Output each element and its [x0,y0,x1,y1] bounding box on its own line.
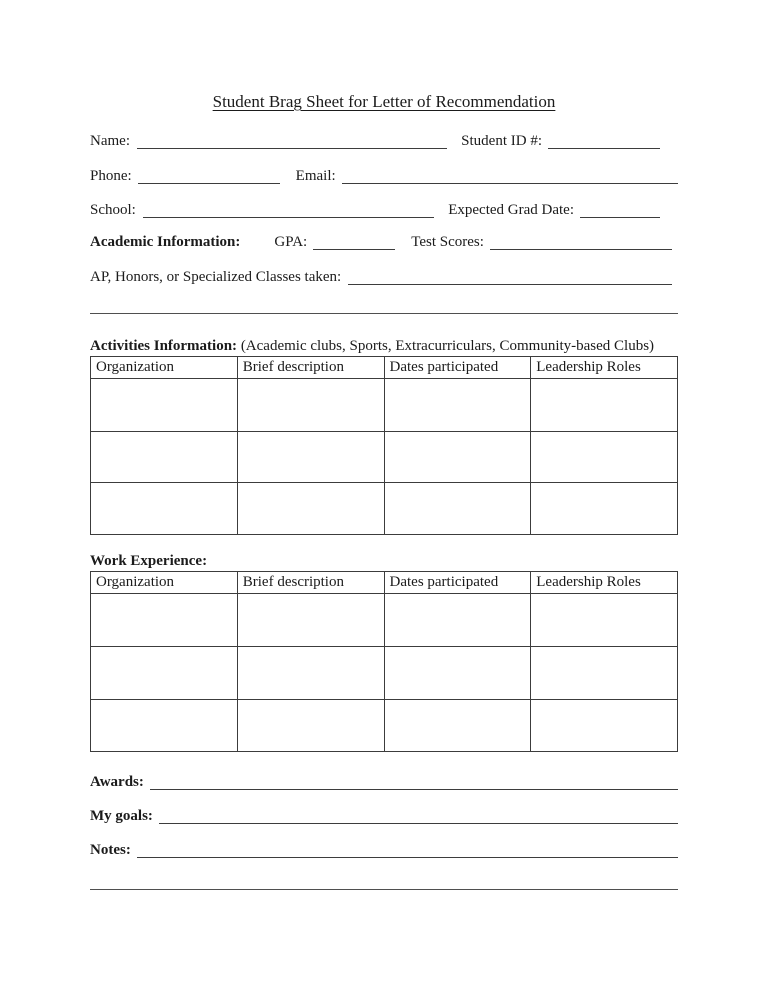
email-blank-line [342,170,678,184]
awards-field-row [90,775,678,790]
notes-continuation-line [90,889,678,890]
academic-info-label: Academic Information: [90,234,241,250]
work-header-row [91,572,678,594]
test-scores-blank-line [490,236,672,250]
table-cell-blank [384,647,531,700]
table-cell-blank [384,379,531,432]
document-content [90,0,678,890]
grad-date-blank-line [580,204,660,218]
activities-heading-note: (Academic clubs, Sports, Extracurriculars, Community-based Clubs) [240,338,655,354]
column-header-leadership-roles: Leadership Roles [531,572,678,594]
table-cell-blank [384,594,531,647]
academic-info-row [90,235,678,250]
table-row [91,483,678,535]
student-id-label: Student ID #: [461,133,542,149]
name-blank-line [137,135,447,149]
table-cell-blank [91,594,238,647]
table-cell-blank [91,432,238,483]
notes-field-row [90,843,678,858]
phone-blank-line [138,170,280,184]
name-label: Name: [90,133,130,149]
table-cell-blank [237,647,384,700]
table-row [91,700,678,752]
ap-classes-blank-line [348,271,672,285]
notes-blank-line [137,844,678,858]
table-cell-blank [531,647,678,700]
name-field-row [90,134,678,149]
column-header-dates-participated: Dates participated [384,572,531,594]
work-experience-heading [90,553,678,569]
awards-label: Awards: [90,774,144,790]
activities-table [90,356,678,535]
activities-heading-label: Activities Information: [90,338,238,354]
school-field-row [90,203,678,218]
grad-date-label: Expected Grad Date: [448,202,574,218]
table-cell-blank [91,647,238,700]
notes-label: Notes: [90,842,131,858]
column-header-brief-description: Brief description [237,572,384,594]
table-cell-blank [531,594,678,647]
column-header-dates-participated: Dates participated [384,357,531,379]
ap-classes-label: AP, Honors, or Specialized Classes taken: [90,269,342,285]
test-scores-label: Test Scores: [411,234,484,250]
work-experience-table [90,571,678,752]
gpa-blank-line [313,236,395,250]
table-cell-blank [531,700,678,752]
page-title: Student Brag Sheet for Letter of Recommendation [212,92,556,111]
table-cell-blank [531,379,678,432]
table-cell-blank [237,379,384,432]
table-row [91,432,678,483]
table-cell-blank [91,700,238,752]
ap-classes-row [90,270,678,285]
table-row [91,647,678,700]
table-row [91,594,678,647]
column-header-brief-description: Brief description [237,357,384,379]
table-cell-blank [237,594,384,647]
column-header-organization: Organization [91,572,238,594]
table-cell-blank [237,700,384,752]
school-blank-line [143,204,434,218]
work-experience-heading-label: Work Experience: [90,553,208,569]
column-header-leadership-roles: Leadership Roles [531,357,678,379]
table-cell-blank [384,432,531,483]
student-id-blank-line [548,135,660,149]
phone-label: Phone: [90,168,132,184]
goals-blank-line [159,810,678,824]
table-cell-blank [237,432,384,483]
phone-field-row [90,169,678,184]
column-header-organization: Organization [91,357,238,379]
table-cell-blank [91,379,238,432]
table-cell-blank [384,700,531,752]
activities-header-row [91,357,678,379]
gpa-label: GPA: [274,234,308,250]
table-cell-blank [384,483,531,535]
table-row [91,379,678,432]
school-label: School: [90,202,136,218]
table-cell-blank [91,483,238,535]
activities-heading [90,338,678,354]
ap-classes-continuation-line [90,313,678,314]
table-cell-blank [237,483,384,535]
awards-blank-line [150,776,678,790]
table-cell-blank [531,483,678,535]
email-label: Email: [295,168,336,184]
table-cell-blank [531,432,678,483]
goals-field-row [90,809,678,824]
goals-label: My goals: [90,808,153,824]
